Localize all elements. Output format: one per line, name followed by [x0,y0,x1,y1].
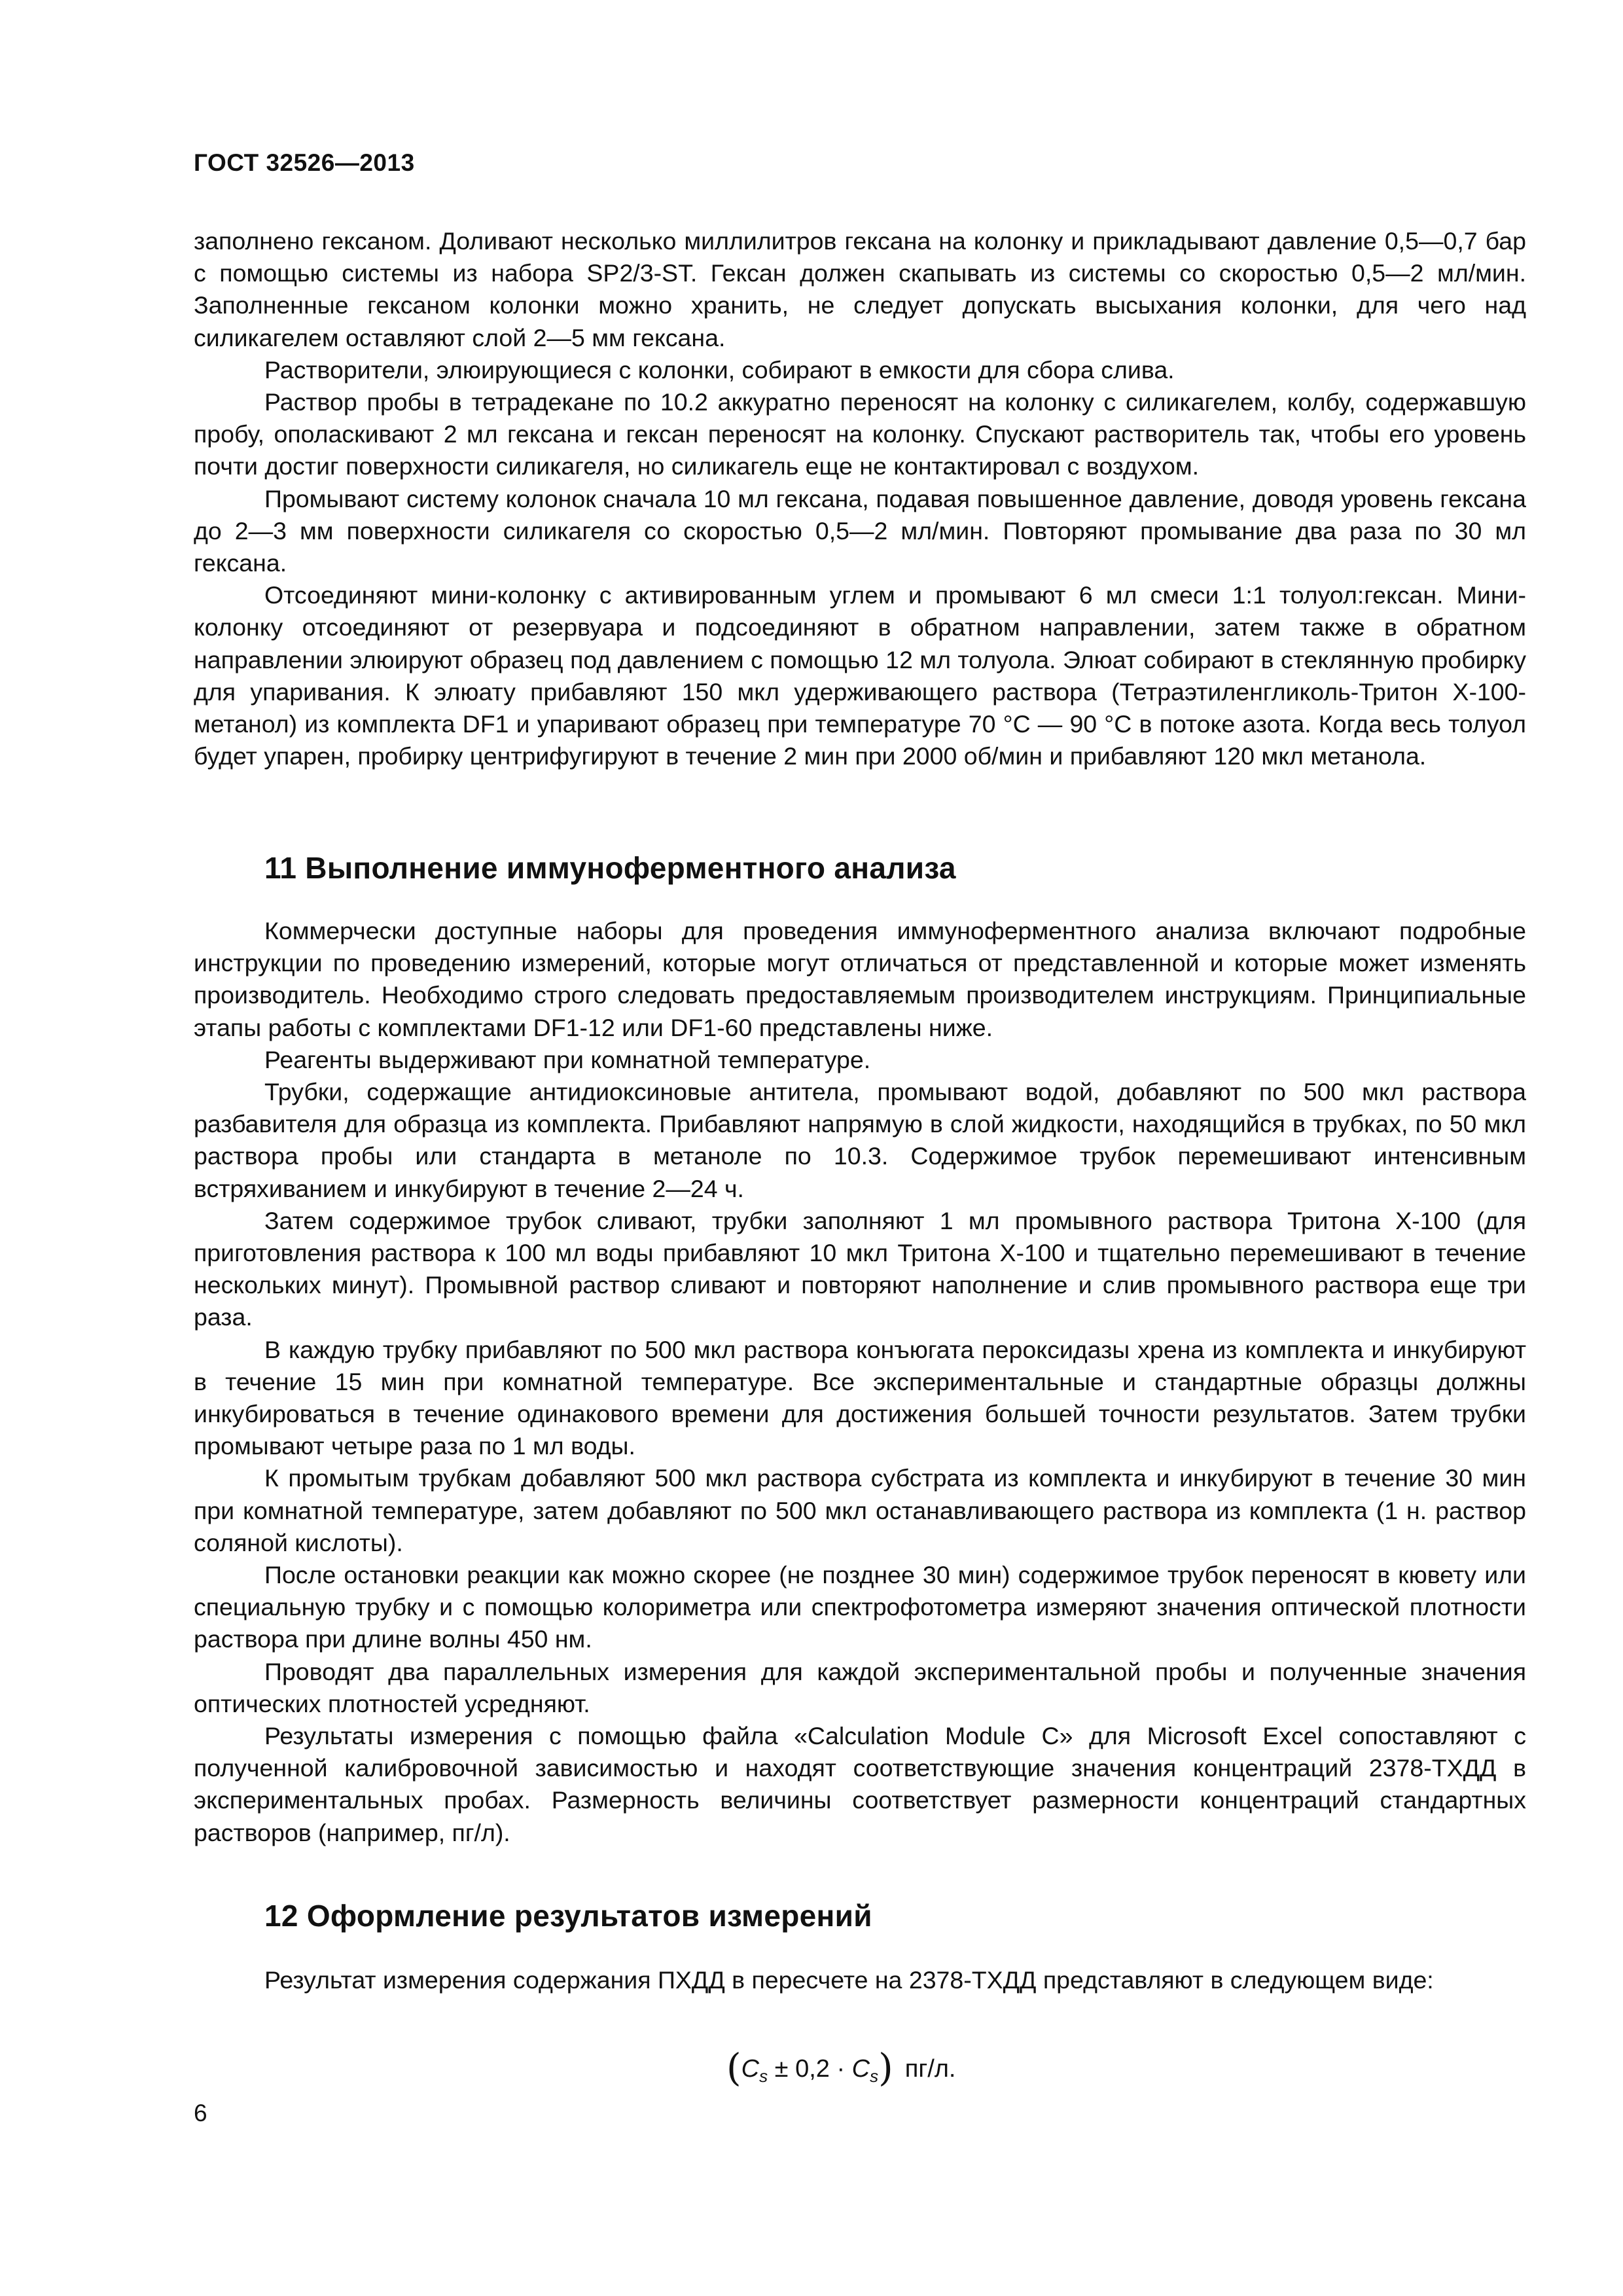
paragraph: Затем содержимое трубок сливают, трубки заполняют 1 мл промывного раствора Тритона Х-100 (для приготовления раствора к 100 мл воды прибавляют 10 мкл Тритона Х-100 и тщательно перемешивают в течение нескольких минут). Промывной раствор сливают и повторяют наполнение и слив промывного раствора еще три раза. [194,1206,1526,1331]
paragraph: Растворители, элюирующиеся с колонки, собирают в емкости для сбора слива. [264,355,1175,384]
page-number: 6 [194,2100,207,2126]
section-12-text-block [194,1964,1526,1996]
formula-variable: C [741,2055,760,2083]
paragraph: Проводят два параллельных измерения для каждой экспериментальной пробы и полученные значения оптических плотностей усредняют. [194,1657,1526,1717]
formula-open-paren: ( [726,2045,741,2090]
paragraph: заполнено гексаном. Доливают несколько миллилитров гексана на колонку и прикладывают давление 0,5—0,7 бар с помощью системы из набора SP2/3-ST. Гексан должен скапывать из системы со скоростью 0,5—2 мл/мин. Заполненные гексаном колонки можно хранить, не следует допускать высыхания колонки, для чего над силикагелем оставляют слой 2—5 мм гексана. [194,227,1526,351]
paragraph: Раствор пробы в тетрадекане по 10.2 аккуратно переносят на колонку с силикагелем, колбу, содержавшую пробу, ополаскивают 2 мл гексана и гексан переносят на колонку. Спускают растворитель так, чтобы его уровень почти достиг поверхности силикагеля, но силикагель еще не контактировал с воздухом. [194,388,1526,480]
paragraph: После остановки реакции как можно скорее (не позднее 30 мин) содержимое трубок переносят в кювету или специальную трубку и с помощью колориметра или спектрофотометра измеряют значения оптической плотности раствора при длине волны 450 нм. [194,1561,1526,1653]
intro-text-block [194,225,1526,772]
formula-subscript: s [870,2066,879,2086]
formula-operator: ± 0,2 · [768,2055,852,2083]
section-11-text-block [194,915,1526,1849]
paragraph: Реагенты выдерживают при комнатной температуре. [264,1045,871,1073]
formula-subscript: s [759,2066,768,2086]
paragraph: В каждую трубку прибавляют по 500 мкл раствора конъюгата пероксидазы хрена из комплекта и инкубируют в течение 15 мин при комнатной температуре. Все экспериментальные и стандартные образцы должны инкубироваться в течение одинакового времени для достижения большей точности результатов. Затем трубки промывают четыре раза по 1 мл воды. [194,1335,1526,1460]
document-header: ГОСТ 32526—2013 [194,149,415,176]
section-11-heading: 11 Выполнение иммуноферментного анализа [264,851,956,885]
formula-unit: пг/л. [904,2055,956,2083]
formula-variable: C [851,2055,870,2083]
paragraph: Результаты измерения с помощью файла «Calculation Module C» для Microsoft Excel сопоставляют с полученной калибровочной зависимостью и находят соответствующие значения концентраций 2378-ТХДД в экспериментальных пробах. Размерность величины соответствует размерности концентраций стандартных растворов (например, пг/л). [194,1722,1526,1846]
paragraph: Трубки, содержащие антидиоксиновые антитела, промывают водой, добавляют по 500 мкл раствора разбавителя для образца из комплекта. Прибавляют напрямую в слой жидкости, находящийся в трубках, по 50 мкл раствора пробы или стандарта в метаноле по 10.3. Содержимое трубок перемешивают интенсивным встряхиванием и инкубируют в течение 2—24 ч. [194,1078,1526,1202]
paragraph: Результат измерения содержания ПХДД в пересчете на 2378-ТХДД представляют в следующем виде: [264,1966,1434,1994]
result-formula [726,2045,956,2090]
section-12-heading: 12 Оформление результатов измерений [264,1899,872,1933]
formula-close-paren: ) [878,2045,893,2090]
paragraph: Промывают систему колонок сначала 10 мл гексана, подавая повышенное давление, доводя уровень гексана до 2—3 мм поверхности силикагеля со скоростью 0,5—2 мл/мин. Повторяют промывание два раза по 30 мл гексана. [194,484,1526,577]
paragraph: Коммерчески доступные наборы для проведения иммуноферментного анализа включают подробные инструкции по проведению измерений, которые могут отличаться от представленной и которые может изменять производитель. Необходимо строго следовать предоставляемым производителем инструкциям. Принципиальные этапы работы с комплектами DF1-12 или DF1-60 представлены ниже. [194,917,1526,1041]
paragraph: Отсоединяют мини-колонку с активированным углем и промывают 6 мл смеси 1:1 толуол:гексан. Мини-колонку отсоединяют от резервуара и подсоединяют в обратном направлении, затем также в обратном направлении элюируют образец под давлением с помощью 12 мл толуола. Элюат собирают в стеклянную пробирку для упаривания. К элюату прибавляют 150 мкл удерживающего раствора (Тетраэтиленгликоль-Тритон Х-100-метанол) из комплекта DF1 и упаривают образец при температуре 70 °С — 90 °С в потоке азота. Когда весь толуол будет упарен, пробирку центрифугируют в течение 2 мин при 2000 об/мин и прибавляют 120 мкл метанола. [194,581,1526,770]
paragraph: К промытым трубкам добавляют 500 мкл раствора субстрата из комплекта и инкубируют в течение 30 мин при комнатной температуре, затем добавляют по 500 мкл останавливающего раствора из комплекта (1 н. раствор соляной кислоты). [194,1464,1526,1556]
